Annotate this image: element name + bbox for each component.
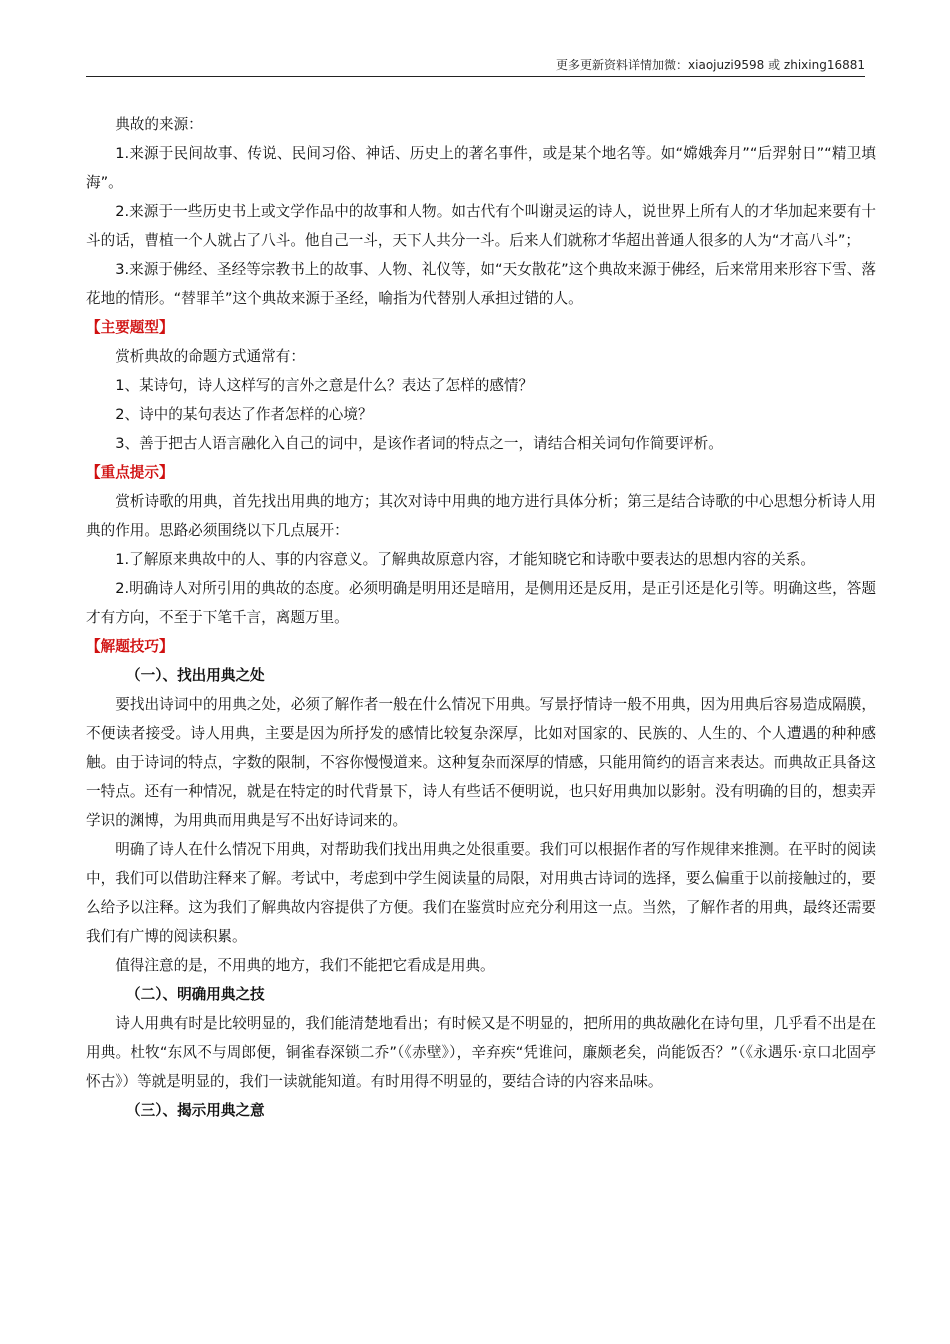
section-key-tips: 【重点提示】: [86, 464, 174, 481]
source-1: 1.来源于民间故事、传说、民间习俗、神话、历史上的著名事件，或是某个地名等。如“嫦娥奔月”“后羿射日”“精卫填海”。: [86, 145, 876, 191]
source-3: 3.来源于佛经、圣经等宗教书上的故事、人物、礼仪等，如“天女散花”这个典故来源于佛经，后来常用来形容下雪、落花地的情形。“替罪羊”这个典故来源于圣经，喻指为代替别人承担过错的人。: [86, 261, 876, 307]
sub-heading-2: （二）、明确用典之技: [126, 986, 265, 1003]
tip-2: 2.明确诗人对所引用的典故的态度。必须明确是明用还是暗用，是侧用还是反用，是正引还是化引等。明确这些，答题才有方向，不至于下笔千言，离题万里。: [86, 580, 876, 626]
tips-intro: 赏析诗歌的用典，首先找出用典的地方；其次对诗中用典的地方进行具体分析；第三是结合诗歌的中心思想分析诗人用典的作用。思路必须围绕以下几点展开：: [86, 493, 876, 539]
type-1: 1、某诗句，诗人这样写的言外之意是什么？表达了怎样的感情？: [115, 377, 534, 394]
source-2: 2.来源于一些历史书上或文学作品中的故事和人物。如古代有个叫谢灵运的诗人，说世界上所有人的才华加起来要有十斗的话，曹植一个人就占了八斗。他自己一斗，天下人共分一斗。后来人们就称才华超出普通人很多的人为“才高八斗”；: [86, 203, 876, 249]
source-title: 典故的来源：: [115, 116, 203, 133]
tip-1: 1.了解原来典故中的人、事的内容意义。了解典故原意内容，才能知晓它和诗歌中要表达的思想内容的关系。: [115, 551, 816, 568]
section-techniques: 【解题技巧】: [86, 638, 174, 655]
technique-1-para-3: 值得注意的是，不用典的地方，我们不能把它看成是用典。: [115, 957, 495, 974]
technique-2-para-1: 诗人用典有时是比较明显的，我们能清楚地看出；有时候又是不明显的，把所用的典故融化在诗句里，几乎看不出是在用典。杜牧“东风不与周郎便，铜雀春深锁二乔”（《赤壁》），辛弃疾“凭谁问，廉颇老矣，尚能饭否？”（《永遇乐·京口北固亭怀古》）等就是明显的，我们一读就能知道。有时用得不明显的，要结合诗的内容来品味。: [86, 1015, 876, 1090]
type-2: 2、诗中的某句表达了作者怎样的心境？: [115, 406, 373, 423]
page-header: 更多更新资料详情加微：xiaojuzi9598 或 zhixing16881: [86, 56, 865, 77]
technique-1-para-2: 明确了诗人在什么情况下用典，对帮助我们找出用典之处很重要。我们可以根据作者的写作规律来推测。在平时的阅读中，我们可以借助注释来了解。考试中，考虑到中学生阅读量的局限，对用典古诗词的选择，要么偏重于以前接触过的，要么给予以注释。这为我们了解典故内容提供了方便。我们在鉴赏时应充分利用这一点。当然，了解作者的用典，最终还需要我们有广博的阅读积累。: [86, 841, 876, 945]
type-3: 3、善于把古人语言融化入自己的词中，是该作者词的特点之一，请结合相关词句作简要评析。: [115, 435, 723, 452]
sub-heading-3: （三）、揭示用典之意: [126, 1102, 265, 1119]
document-body: [86, 110, 876, 1125]
sub-heading-1: （一）、找出用典之处: [126, 667, 265, 684]
section-main-types: 【主要题型】: [86, 319, 174, 336]
technique-1-para-1: 要找出诗词中的用典之处，必须了解作者一般在什么情况下用典。写景抒情诗一般不用典，因为用典后容易造成隔膜，不便读者接受。诗人用典，主要是因为所抒发的感情比较复杂深厚，比如对国家的、民族的、人生的、个人遭遇的种种感触。由于诗词的特点，字数的限制，不容你慢慢道来。这种复杂而深厚的情感，只能用简约的语言来表达。而典故正具备这一特点。还有一种情况，就是在特定的时代背景下，诗人有些话不便明说，也只好用典加以影射。没有明确的目的，想卖弄学识的渊博，为用典而用典是写不出好诗词来的。: [86, 696, 876, 829]
types-intro: 赏析典故的命题方式通常有：: [115, 348, 305, 365]
